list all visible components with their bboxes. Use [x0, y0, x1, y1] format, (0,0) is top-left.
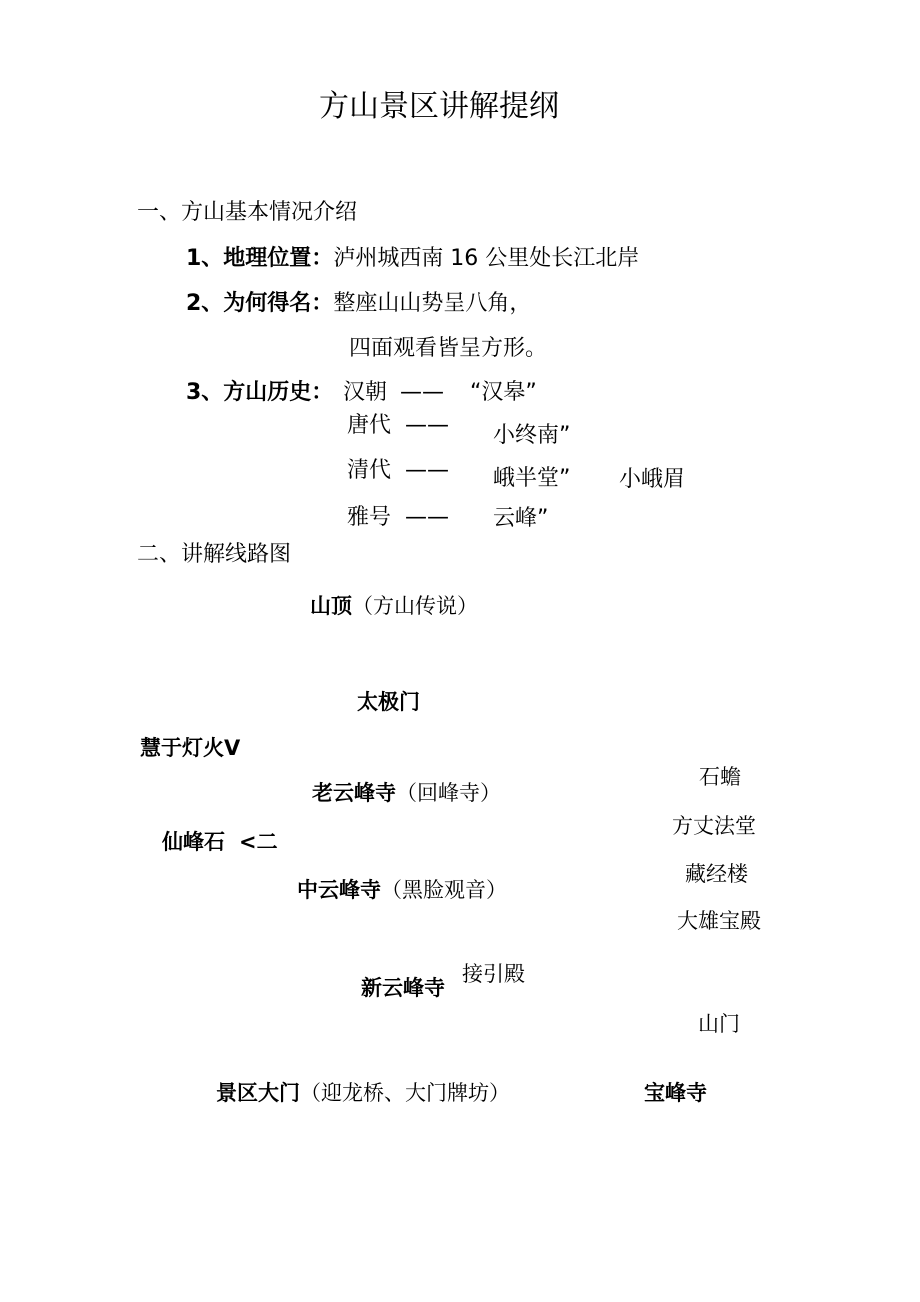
map-scenic-gate-note: （迎龙桥、大门牌坊） — [300, 1081, 510, 1105]
history-dash: —— — [405, 505, 449, 530]
history-era: 唐代 — [347, 413, 392, 438]
history-era: 雅号 — [347, 505, 392, 530]
item-name-origin-text-2: 四面观看皆呈方形。 — [349, 336, 548, 361]
section-1-heading: 一、方山基本情况介绍 — [137, 200, 358, 225]
map-baofeng-temple: 宝峰寺 — [644, 1081, 707, 1105]
map-xianfeng-name: 仙峰石 — [162, 830, 225, 854]
map-taiji-gate: 太极门 — [357, 690, 420, 714]
section-2-heading: 二、讲解线路图 — [137, 542, 292, 567]
map-right-item: 方丈法堂 — [672, 814, 756, 838]
map-scenic-gate-name: 景区大门 — [216, 1081, 300, 1105]
map-right-item: 山门 — [698, 1012, 740, 1036]
item-name-origin — [186, 293, 531, 315]
history-dash: —— — [405, 413, 449, 438]
map-summit-name: 山顶 — [310, 594, 352, 618]
map-middle-yunfeng-temple — [297, 880, 507, 901]
map-middle-yunfeng-note: （黑脸观音） — [381, 878, 507, 902]
history-dash: —— — [400, 380, 444, 405]
map-old-yunfeng-note: （回峰寺） — [396, 781, 501, 805]
history-extra: 小峨眉 — [619, 467, 686, 492]
history-era: 汉朝 — [343, 380, 388, 405]
page-title: 方山景区讲解提纲 — [319, 89, 559, 124]
history-name: 小终南” — [493, 423, 571, 448]
map-xianfeng-stone — [162, 832, 278, 853]
map-right-item: 大雄宝殿 — [677, 909, 761, 933]
map-old-yunfeng-temple — [312, 783, 501, 804]
history-name: “汉皋” — [470, 380, 537, 405]
map-jieyin-hall: 接引殿 — [462, 962, 525, 986]
history-name: 云峰” — [493, 506, 549, 531]
map-right-item: 藏经楼 — [685, 862, 748, 886]
map-summit — [310, 596, 478, 617]
history-era: 清代 — [347, 458, 392, 483]
map-old-yunfeng-name: 老云峰寺 — [312, 781, 396, 805]
item-name-origin-text: 整座山山势呈八角， — [333, 291, 532, 316]
item-history-label: 3、方山历史： — [186, 380, 334, 405]
map-scenic-gate — [216, 1083, 510, 1104]
map-middle-yunfeng-name: 中云峰寺 — [297, 878, 381, 902]
item-location — [186, 248, 639, 270]
item-location-label: 1、地理位置： — [186, 246, 334, 271]
item-name-origin-label: 2、为何得名： — [186, 291, 334, 316]
map-new-yunfeng-temple: 新云峰寺 — [361, 976, 445, 1000]
item-location-text: 泸州城西南 16 公里处长江北岸 — [333, 246, 640, 271]
map-xianfeng-arrow: <二 — [239, 830, 278, 854]
map-right-item: 石蟾 — [699, 765, 741, 789]
map-huiyu: 慧于灯火V — [140, 736, 241, 760]
map-summit-note: （方山传说） — [352, 594, 478, 618]
history-dash: —— — [405, 458, 449, 483]
history-name: 峨半堂” — [493, 466, 571, 491]
